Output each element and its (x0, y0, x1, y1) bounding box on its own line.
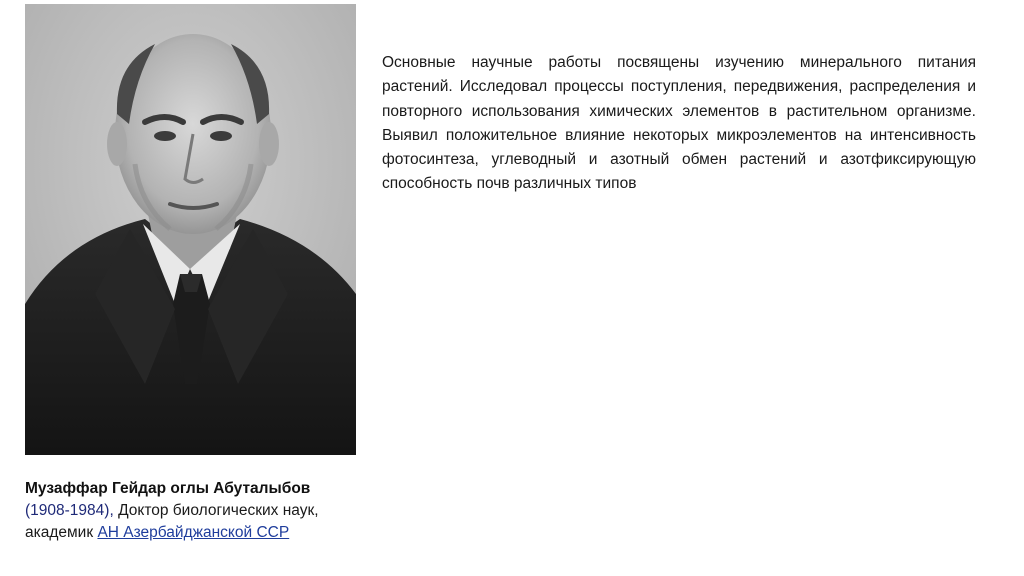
academic-title: академик (25, 524, 98, 541)
portrait-image (25, 4, 356, 455)
portrait-caption (25, 478, 405, 544)
life-years: (1908-1984), (25, 502, 114, 519)
academic-degree: Доктор биологических наук, (113, 502, 319, 519)
portrait-photo (25, 4, 356, 455)
academy-link[interactable]: АН Азербайджанской ССР (97, 524, 290, 541)
biography-text: Основные научные работы посвящены изучению минерального питания растений. Исследовал процессы поступления, передвижения, распределения и повторного использования химических элементов в растительном организме. Выявил положительное влияние некоторых микроэлементов на интенсивность фотосинтеза, углеводный и азотный обмен растений и азотфиксирующую способность почв различных типов (382, 54, 976, 193)
person-name: Музаффар Гейдар оглы Абуталыбов (25, 480, 311, 497)
